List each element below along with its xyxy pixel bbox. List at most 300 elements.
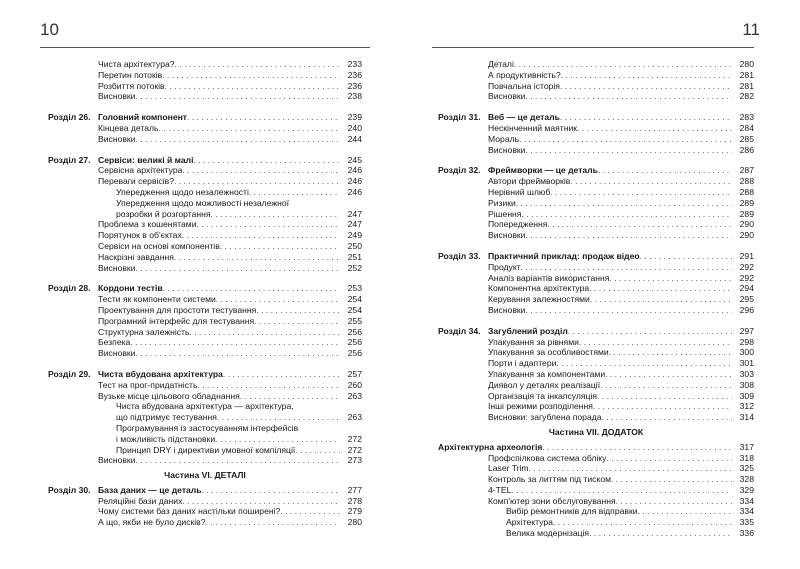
page-ref: 317 — [739, 441, 754, 452]
toc-entry — [438, 485, 754, 496]
page-ref: 301 — [739, 358, 754, 369]
page-ref: 280 — [739, 59, 754, 69]
entry-label — [98, 316, 340, 327]
entry-title: А що, якби не було дисків? — [98, 517, 206, 528]
page-ref: 308 — [739, 379, 754, 390]
page-ref: 287 — [739, 165, 754, 176]
entry-title: Ризики — [488, 197, 516, 208]
page-ref: 246 — [347, 186, 362, 197]
toc-entry — [48, 506, 362, 517]
toc-chapter — [438, 326, 754, 337]
entry-title: Комп'ютер зони обслуговування — [488, 495, 616, 506]
dot-leader — [593, 401, 732, 412]
toc-entry — [438, 294, 754, 305]
dot-leader — [189, 327, 340, 338]
entry-label — [98, 123, 340, 134]
entry-label — [116, 412, 340, 423]
dot-leader — [135, 455, 340, 466]
toc-entry — [438, 176, 754, 187]
dot-leader — [182, 496, 340, 507]
entry-title: Компонентна архітектура — [488, 283, 590, 294]
toc-entry — [438, 337, 754, 348]
page-ref: 253 — [347, 283, 362, 294]
dot-leader — [514, 59, 732, 70]
dot-leader — [553, 517, 732, 528]
entry-label — [488, 294, 732, 305]
page-ref: 288 — [739, 176, 754, 187]
entry-label — [488, 391, 732, 402]
entry-label — [488, 262, 732, 273]
dot-leader — [135, 134, 340, 145]
page-ref: 233 — [347, 59, 362, 69]
toc-chapter — [48, 112, 362, 123]
entry-label — [98, 176, 340, 187]
toc-entry — [48, 70, 362, 81]
dot-leader — [249, 187, 340, 198]
chapter-number: Розділ 28. — [48, 283, 91, 294]
dot-leader — [211, 209, 340, 220]
dot-leader — [525, 145, 732, 156]
entry-title: Розбиття потоків — [98, 80, 165, 91]
dot-leader — [611, 474, 732, 485]
entry-label — [488, 123, 732, 134]
dot-leader — [182, 165, 340, 176]
toc-entry — [48, 305, 362, 316]
page-ref: 247 — [347, 208, 362, 219]
dot-leader — [602, 412, 732, 423]
page-ref: 318 — [739, 452, 754, 463]
toc-entry — [438, 474, 754, 485]
entry-label — [488, 347, 732, 358]
entry-label — [98, 252, 340, 263]
dot-leader — [240, 391, 340, 402]
entry-label — [488, 453, 732, 464]
entry-title: Висновки — [98, 91, 136, 102]
page-ref: 272 — [347, 444, 362, 455]
toc-entry — [48, 187, 362, 198]
page-ref: 290 — [739, 230, 754, 241]
toc-entry — [438, 496, 754, 507]
dot-leader — [570, 176, 732, 187]
entry-label — [98, 327, 340, 338]
page-ref: 279 — [347, 506, 362, 517]
toc-chapter — [438, 112, 754, 123]
entry-title: Фреймворки — це деталь — [488, 165, 598, 176]
dot-leader — [206, 517, 340, 528]
entry-label — [98, 391, 340, 402]
toc-entry — [438, 369, 754, 380]
page-ref: 250 — [347, 240, 362, 251]
entry-title: Попередження — [488, 219, 548, 230]
table-of-contents — [48, 59, 362, 528]
page-ref: 297 — [739, 325, 754, 336]
dot-leader — [598, 165, 732, 176]
entry-title: 4-TEL — [488, 484, 512, 495]
page-ref: 278 — [347, 495, 362, 506]
toc-entry — [48, 134, 362, 145]
dot-leader — [609, 273, 732, 284]
entry-title: Тести як компоненти системи — [98, 294, 216, 305]
page-ref: 263 — [347, 412, 362, 423]
page-ref: 288 — [739, 186, 754, 197]
page-ref: 286 — [739, 144, 754, 155]
toc-entry — [48, 496, 362, 507]
entry-title: Проблема з кошенятами — [98, 219, 197, 230]
entry-title: Вибір ремонтників для відправки — [506, 506, 638, 517]
entry-title: Упередження щодо незалежності — [116, 186, 249, 197]
dot-leader — [521, 262, 732, 273]
toc-entry — [48, 263, 362, 274]
toc-chapter — [48, 155, 362, 166]
entry-label — [488, 59, 732, 70]
toc-entry — [48, 380, 362, 391]
dot-leader — [256, 305, 340, 316]
dot-leader — [529, 463, 732, 474]
entry-title: Вузьке місце цільового обладнання — [98, 390, 240, 401]
dot-leader — [640, 251, 732, 262]
toc-entry — [438, 412, 754, 423]
toc-entry — [48, 455, 362, 466]
entry-title: Деталі — [488, 59, 514, 69]
entry-label — [98, 369, 340, 380]
section-gap — [48, 102, 362, 112]
entry-title: А продуктивність? — [488, 69, 561, 80]
entry-label — [98, 337, 340, 348]
section-gap — [438, 316, 754, 326]
dot-leader — [589, 528, 732, 539]
chapter-number: Розділ 31. — [438, 112, 481, 123]
entry-title: Порятунок в об'єктах — [98, 230, 182, 241]
toc-entry — [438, 91, 754, 102]
toc-entry — [438, 358, 754, 369]
entry-title: Чому системи баз даних настільки поширені? — [98, 506, 281, 517]
dot-leader — [609, 347, 732, 358]
dot-leader — [556, 358, 732, 369]
dot-leader — [542, 442, 732, 453]
page-ref: 272 — [347, 433, 362, 444]
entry-title: Продукт — [488, 261, 521, 272]
header-rule — [432, 47, 754, 48]
page-ref: 257 — [347, 368, 362, 379]
page-ref: 252 — [347, 262, 362, 273]
entry-title: Laser Trim — [488, 463, 529, 474]
dot-leader — [519, 134, 732, 145]
entry-label — [488, 91, 732, 102]
page-ref: 281 — [739, 69, 754, 80]
dot-leader — [135, 348, 340, 359]
toc-entry — [438, 391, 754, 402]
dot-leader — [165, 81, 340, 92]
toc-entry — [438, 134, 754, 145]
entry-label — [116, 187, 340, 198]
entry-title: Висновки — [98, 348, 136, 359]
entry-label — [506, 517, 732, 528]
entry-label — [98, 81, 340, 92]
entry-title: Висновки — [98, 455, 136, 466]
entry-label — [488, 412, 732, 423]
page-ref: 284 — [739, 122, 754, 133]
chapter-number: Розділ 30. — [48, 484, 91, 495]
entry-title: Архітектура — [506, 517, 553, 528]
toc-entry — [438, 145, 754, 156]
entry-label — [488, 401, 732, 412]
entry-label — [116, 434, 340, 445]
toc-entry — [48, 517, 362, 528]
toc-entry — [48, 412, 362, 423]
entry-title: Нерівний шлюб — [488, 186, 551, 197]
entry-label — [438, 442, 732, 453]
entry-title: Нескінченний маятник — [488, 122, 578, 133]
dot-leader — [216, 294, 340, 305]
dot-leader — [525, 91, 732, 102]
dot-leader — [194, 155, 340, 166]
dot-leader — [550, 187, 732, 198]
toc-entry — [438, 262, 754, 273]
section-gap — [438, 102, 754, 112]
dot-leader — [174, 176, 340, 187]
page-ref: 249 — [347, 230, 362, 241]
toc-chapter — [48, 283, 362, 294]
page-ref: 325 — [739, 463, 754, 474]
entry-label — [488, 358, 732, 369]
page-ref: 283 — [739, 112, 754, 123]
chapter-number: Розділ 33. — [438, 250, 481, 261]
entry-title: Висновки — [98, 262, 136, 273]
chapter-number: Розділ 29. — [48, 368, 91, 379]
dot-leader — [589, 283, 732, 294]
page-ref: 256 — [347, 326, 362, 337]
toc-entry — [48, 445, 362, 456]
entry-title: Висновки — [488, 91, 526, 102]
dot-leader — [577, 123, 732, 134]
dot-leader — [579, 337, 732, 348]
toc-chapter — [48, 485, 362, 496]
toc-entry — [438, 463, 754, 474]
dot-leader — [295, 445, 340, 456]
dot-leader — [217, 412, 340, 423]
dot-leader — [187, 112, 340, 123]
section-gap — [48, 145, 362, 155]
section-gap — [48, 273, 362, 283]
entry-label — [488, 337, 732, 348]
entry-title: Чиста вбудована архітектура — [98, 368, 223, 379]
toc-entry — [48, 348, 362, 359]
toc-appendix — [438, 442, 754, 453]
entry-label — [98, 263, 340, 274]
entry-title: Переваги сервісів? — [98, 176, 174, 187]
toc-entry — [438, 347, 754, 358]
dot-leader — [223, 369, 340, 380]
toc-entry — [438, 187, 754, 198]
entry-label — [488, 165, 732, 176]
entry-title: Мораль — [488, 133, 520, 144]
entry-label — [98, 155, 340, 166]
entry-title: Організація та інкапсуляція — [488, 390, 598, 401]
entry-label — [488, 485, 732, 496]
page-ref: 290 — [739, 219, 754, 230]
entry-label — [98, 348, 340, 359]
toc-entry — [48, 219, 362, 230]
page-ref: 334 — [739, 506, 754, 517]
page-ref: 294 — [739, 283, 754, 294]
entry-title: Керування залежностями — [488, 294, 590, 305]
dot-leader — [162, 70, 340, 81]
entry-label — [98, 112, 340, 123]
entry-title: Безпека — [98, 337, 131, 348]
page-ref: 256 — [347, 337, 362, 348]
dot-leader — [215, 434, 340, 445]
entry-label — [488, 474, 732, 485]
page-ref: 254 — [347, 304, 362, 315]
page-ref: 334 — [739, 495, 754, 506]
toc-entry — [438, 283, 754, 294]
page-ref: 292 — [739, 272, 754, 283]
toc-chapter — [48, 369, 362, 380]
dot-leader — [597, 391, 732, 402]
page-ref: 254 — [347, 294, 362, 305]
entry-label — [98, 506, 340, 517]
entry-label — [98, 485, 340, 496]
entry-title: Сервісна архітектура — [98, 165, 183, 176]
section-gap — [438, 155, 754, 165]
entry-title: Упакування за компонентами — [488, 368, 606, 379]
toc-entry — [438, 380, 754, 391]
section-gap — [48, 359, 362, 369]
page-ref: 245 — [347, 154, 362, 165]
page-ref: 292 — [739, 261, 754, 272]
entry-title: Чиста вбудована архітектура — архітектура, — [116, 401, 294, 412]
dot-leader — [521, 209, 732, 220]
toc-entry — [438, 273, 754, 284]
table-of-contents — [438, 59, 754, 539]
page-ref: 247 — [347, 219, 362, 230]
dot-leader — [130, 337, 340, 348]
toc-entry-continuation — [48, 198, 362, 209]
page-ref: 280 — [347, 517, 362, 528]
toc-entry — [438, 528, 754, 539]
toc-entry — [48, 230, 362, 241]
entry-title: Аналіз варіантів використання — [488, 272, 610, 283]
page-ref: 289 — [739, 208, 754, 219]
toc-entry — [438, 209, 754, 220]
entry-title: Висновки — [488, 144, 526, 155]
toc-entry — [48, 176, 362, 187]
right-page — [400, 0, 800, 569]
toc-entry — [48, 252, 362, 263]
page-number: 10 — [40, 20, 59, 39]
entry-title: Програмний інтерфейс для тестування — [98, 315, 255, 326]
entry-title: Упередження щодо можливості незалежної — [116, 197, 290, 208]
entry-title: Принцип DRY і директиви умовної компіляції — [116, 444, 296, 455]
page-ref: 291 — [739, 250, 754, 261]
entry-label — [488, 209, 732, 220]
toc-entry — [48, 434, 362, 445]
entry-label — [488, 380, 732, 391]
entry-label — [488, 230, 732, 241]
entry-title: База даних — це деталь — [98, 484, 202, 495]
toc-entry — [48, 241, 362, 252]
entry-label — [488, 81, 732, 92]
chapter-number: Розділ 26. — [48, 112, 91, 123]
toc-entry — [438, 219, 754, 230]
dot-leader — [197, 380, 340, 391]
entry-label — [488, 251, 732, 262]
dot-leader — [280, 506, 340, 517]
dot-leader — [561, 70, 732, 81]
entry-title: Тест на прог-придатність — [98, 379, 198, 390]
entry-title: Велика модернізація — [506, 528, 590, 539]
entry-title: Сервіси: великі й малі — [98, 154, 194, 165]
entry-title: Повчальна історія — [488, 80, 560, 91]
dot-leader — [547, 219, 732, 230]
dot-leader — [511, 485, 732, 496]
dot-leader — [525, 305, 732, 316]
chapter-number: Розділ 27. — [48, 154, 91, 165]
dot-leader — [174, 252, 340, 263]
entry-label — [98, 165, 340, 176]
entry-title: Загублений розділ — [488, 325, 568, 336]
toc-entry — [48, 81, 362, 92]
entry-label — [98, 91, 340, 102]
entry-label — [98, 305, 340, 316]
entry-label — [488, 463, 732, 474]
entry-label — [98, 517, 340, 528]
dot-leader — [159, 123, 340, 134]
toc-entry — [48, 123, 362, 134]
entry-label — [506, 506, 732, 517]
dot-leader — [175, 59, 340, 70]
entry-label — [98, 294, 340, 305]
entry-title: Упакування за особливостями — [488, 347, 609, 358]
toc-entry-continuation — [48, 423, 362, 434]
entry-label — [488, 219, 732, 230]
page-ref: 282 — [739, 91, 754, 102]
chapter-number: Розділ 34. — [438, 325, 481, 336]
entry-label — [98, 496, 340, 507]
entry-title: Практичний приклад: продаж відео — [488, 250, 640, 261]
page-ref: 255 — [347, 315, 362, 326]
entry-title: Порти і адаптери — [488, 358, 557, 369]
toc-entry — [438, 305, 754, 316]
page-ref: 300 — [739, 347, 754, 358]
entry-label — [488, 187, 732, 198]
entry-label — [488, 112, 732, 123]
toc-entry — [438, 70, 754, 81]
toc-entry — [438, 230, 754, 241]
toc-entry — [48, 209, 362, 220]
entry-title: Інші режими розподілення — [488, 401, 593, 412]
entry-title: Автори фреймворків — [488, 176, 571, 187]
dot-leader — [605, 369, 732, 380]
page-ref: 329 — [739, 484, 754, 495]
entry-title: Висновки — [98, 133, 136, 144]
dot-leader — [560, 112, 732, 123]
header-rule — [40, 47, 370, 48]
entry-label — [488, 198, 732, 209]
entry-title: Програмування із застосуванням інтерфейсів — [116, 422, 299, 433]
page-ref: 314 — [739, 412, 754, 423]
dot-leader — [638, 506, 732, 517]
entry-title: Реляційні бази даних — [98, 495, 183, 506]
entry-label — [98, 59, 340, 70]
dot-leader — [516, 198, 732, 209]
part-heading: Частина VI. ДЕТАЛІ — [164, 470, 246, 481]
entry-title: і можливість підстановки — [116, 433, 216, 444]
page-ref: 303 — [739, 368, 754, 379]
toc-entry — [48, 316, 362, 327]
toc-entry — [438, 123, 754, 134]
page-ref: 238 — [347, 91, 362, 102]
